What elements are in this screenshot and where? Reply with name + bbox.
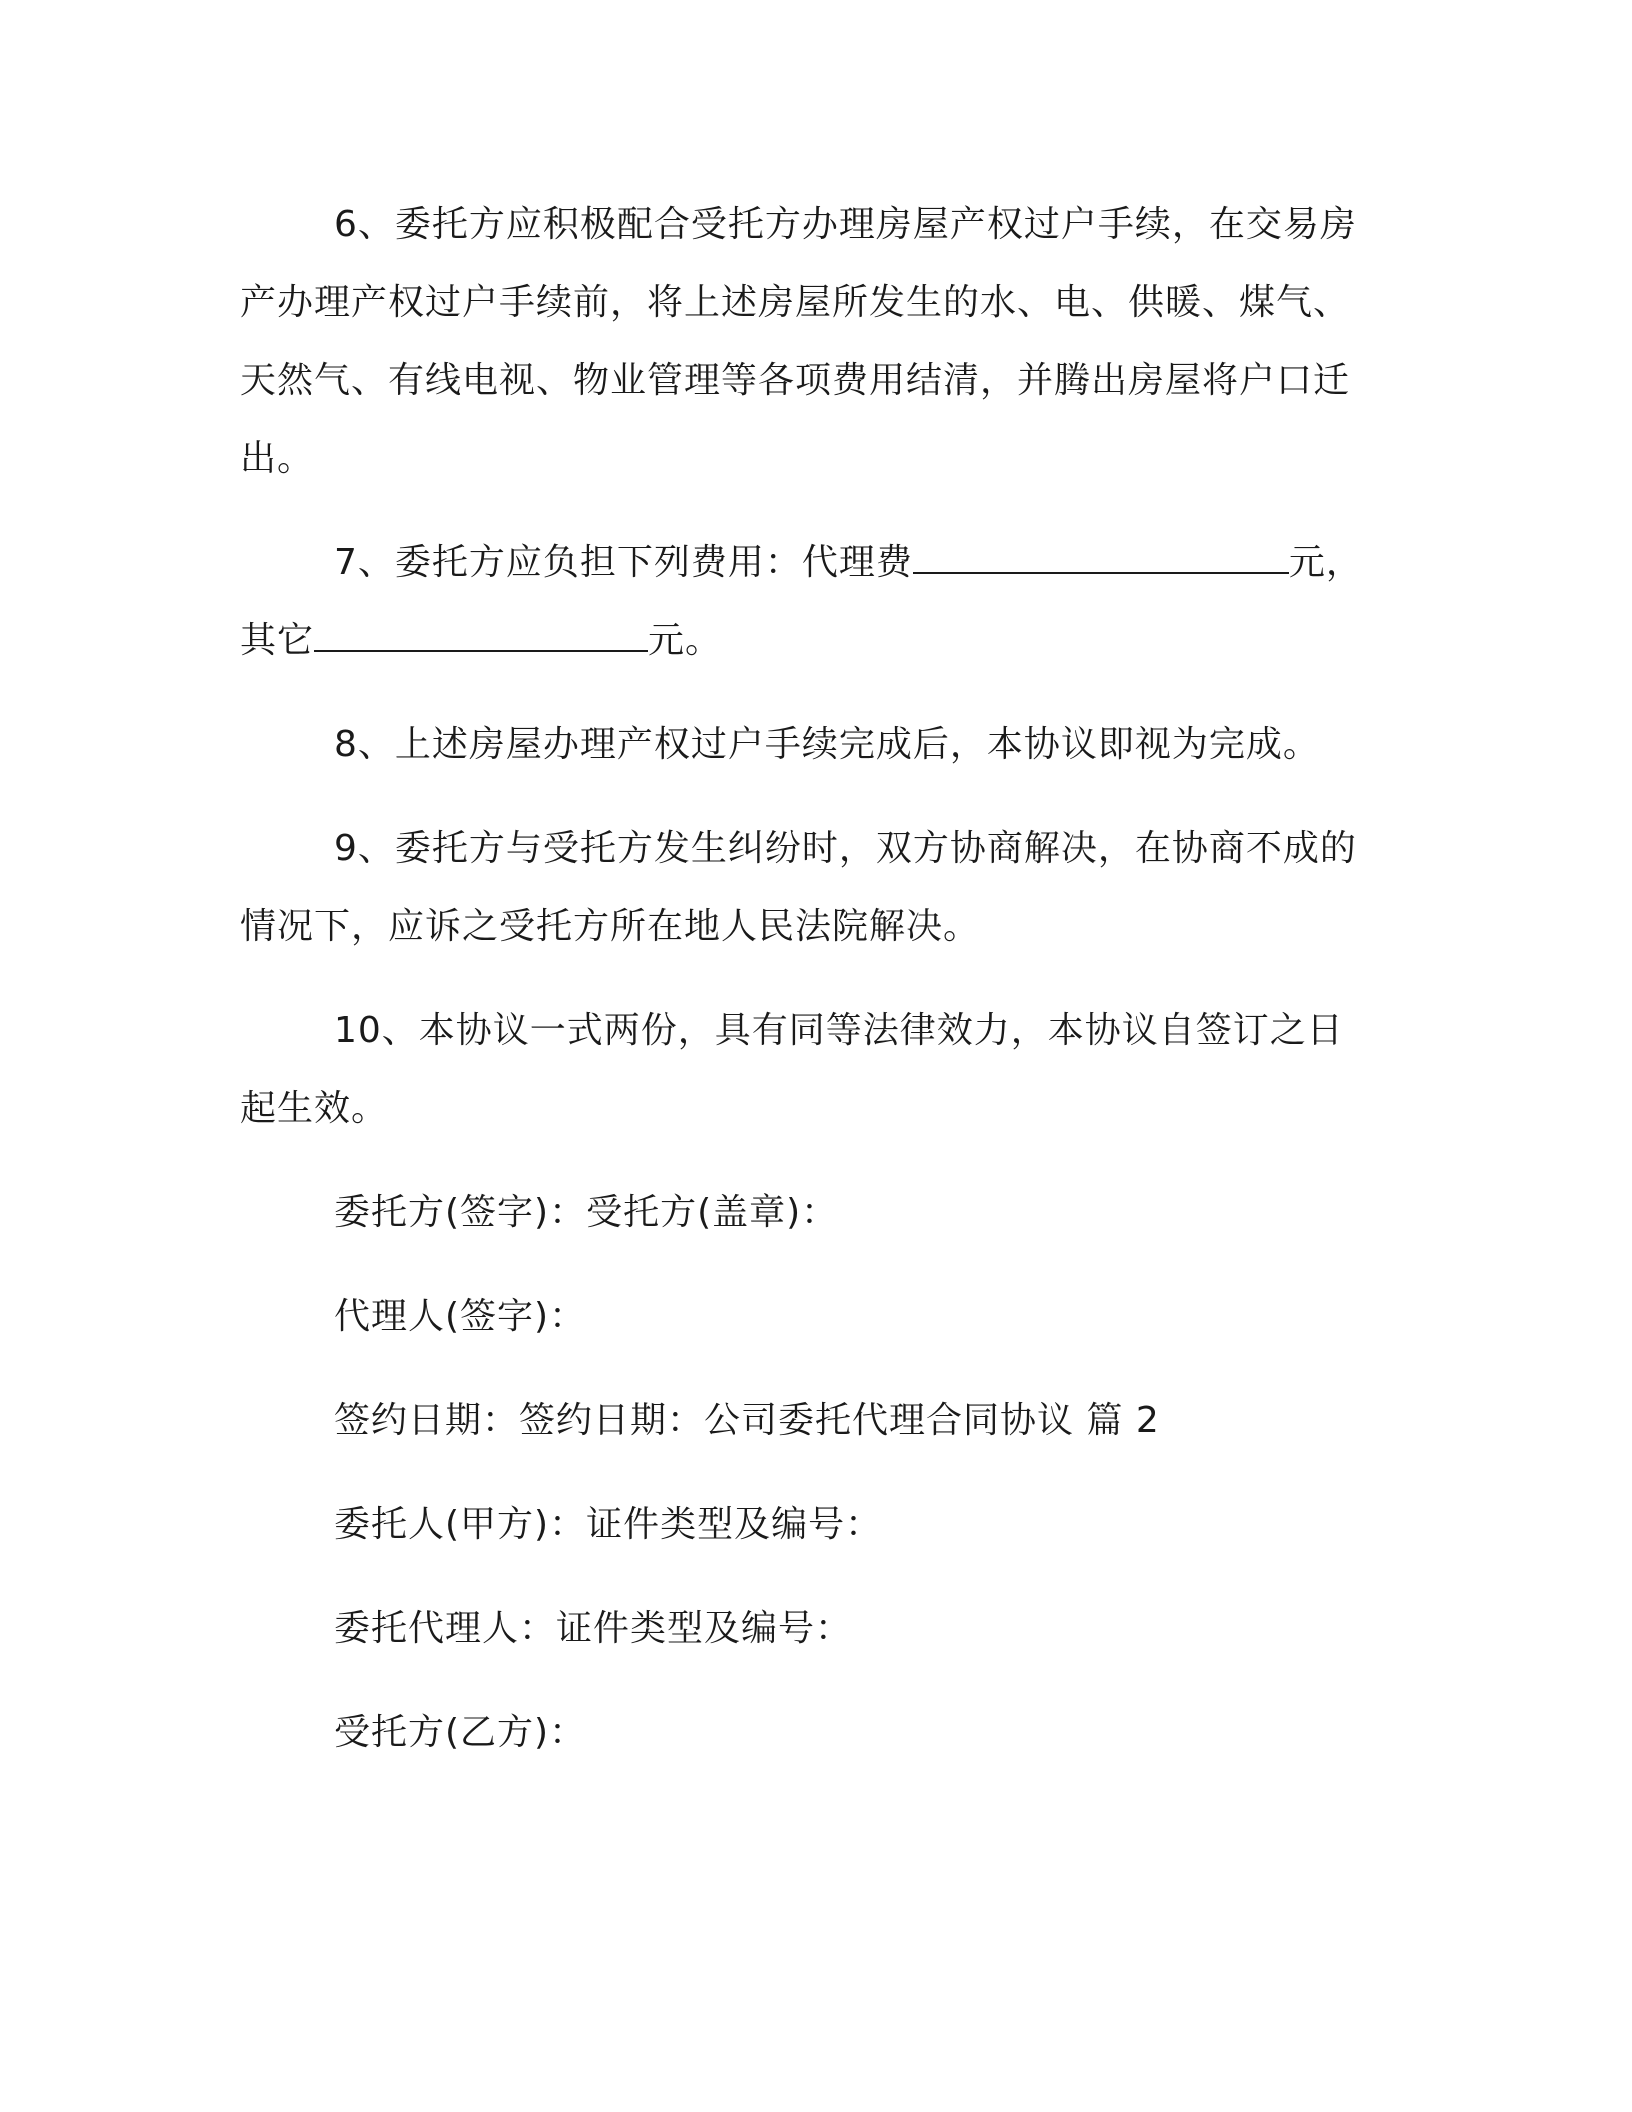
agency-fee-blank: [913, 534, 1289, 574]
other-fee-blank: [314, 612, 648, 652]
clause-8: 8、上述房屋办理产权过户手续完成后，本协议即视为完成。: [334, 724, 1320, 765]
agent-signature-line: 代理人(签字)：: [334, 1296, 587, 1337]
clause-7-unit-1: 元，: [1288, 542, 1363, 583]
clause-7-unit-2: 元。: [648, 620, 723, 661]
clause-6: 6、委托方应积极配合受托方办理房屋产权过户手续，在交易房产办理产权过户手续前，将上述房屋所发生的水、电、供暖、煤气、天然气、有线电视、物业管理等各项费用结清，并腾出房屋将户口迁出。: [240, 204, 1357, 479]
clause-10: 10、本协议一式两份，具有同等法律效力，本协议自签订之日起生效。: [240, 1010, 1344, 1129]
clause-7-prefix: 7、委托方应负担下列费用：代理费: [334, 542, 913, 583]
signing-date-line: 签约日期：签约日期：公司委托代理合同协议 篇 2: [334, 1400, 1160, 1441]
party-a-line: 委托人(甲方)：证件类型及编号：: [334, 1504, 883, 1545]
party-b-line: 受托方(乙方)：: [334, 1712, 587, 1753]
clause-7: [240, 524, 1380, 680]
clause-9: 9、委托方与受托方发生纠纷时，双方协商解决，在协商不成的情况下，应诉之受托方所在地人民法院解决。: [240, 828, 1357, 947]
principal-signature-line: 委托方(签字)：受托方(盖章)：: [334, 1192, 839, 1233]
agent-id-line: 委托代理人：证件类型及编号：: [334, 1608, 853, 1649]
clause-7-other-label: 其它: [240, 620, 315, 661]
document-body: [240, 186, 1380, 1798]
